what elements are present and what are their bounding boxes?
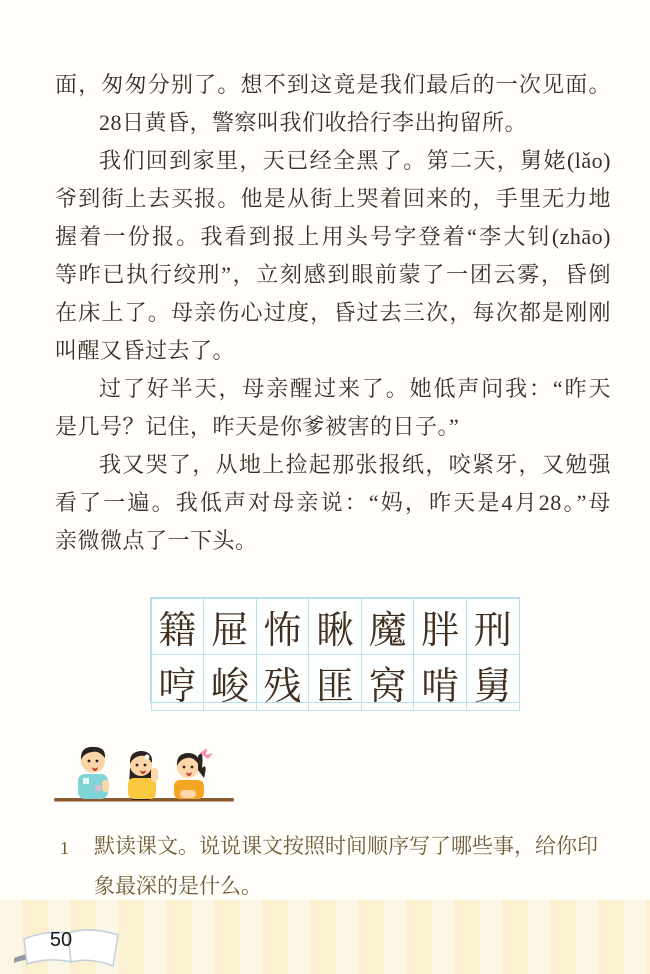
vocab-char-cell: 胖: [413, 598, 467, 655]
text-line: 过了好半天，母亲醒过来了。她低声问我：“昨天: [99, 376, 611, 401]
vocab-grid-row: [151, 598, 519, 654]
text-line: 看了一遍。我低声对母亲说：“妈，昨天是4月28。”母: [55, 490, 611, 515]
vocab-char-cell: 瞅: [308, 598, 362, 655]
vocab-char-cell: 魔: [361, 598, 415, 655]
girl-right-figure: [174, 748, 213, 799]
text-line: 我又哭了，从地上捡起那张报纸，咬紧牙，又勉强: [99, 452, 611, 477]
vocab-char-cell: 窝: [361, 654, 415, 711]
girl-middle-figure: [128, 751, 158, 800]
vocab-char-cell: 匪: [308, 654, 362, 711]
vocab-char-cell: 峻: [203, 654, 257, 711]
vocab-char-cell: 舅: [466, 654, 520, 711]
vocab-char-cell: 屉: [203, 598, 257, 655]
exercise-text-line: 默读课文。说说课文按照时间顺序写了哪些事，给你印: [94, 834, 598, 858]
vocab-char-cell: 刑: [466, 598, 520, 655]
children-illustration: [52, 740, 237, 806]
exercise-text-line: 象最深的是什么。: [94, 874, 262, 898]
vocab-char-cell: 残: [256, 654, 310, 711]
text-line: 我们回到家里，天已经全黑了。第二天，舅姥(lǎo): [99, 148, 611, 173]
boy-figure: [78, 747, 109, 799]
vocab-char-cell: 哼: [151, 654, 205, 711]
text-line: 叫醒又昏过去了。: [55, 338, 236, 363]
text-line: 28日黄昏，警察叫我们收拾行李出拘留所。: [99, 110, 528, 135]
text-line: 等昨已执行绞刑”，立刻感到眼前蒙了一团云雾，昏倒: [55, 262, 611, 287]
children-illustration-icon: [52, 740, 237, 806]
vocab-char-cell: 啃: [413, 654, 467, 711]
vocab-character-grid: [150, 597, 520, 708]
exercise-block: [60, 826, 616, 906]
text-line: 是几号？记住，昨天是你爹被害的日子。”: [55, 414, 460, 439]
footer-band: [0, 900, 650, 974]
text-line: 在床上了。母亲伤心过度，昏过去三次，每次都是刚刚: [55, 300, 611, 325]
text-line: 握着一份报。我看到报上用头号字登着“李大钊(zhāo): [55, 224, 611, 249]
text-line: 亲微微点了一下头。: [55, 528, 258, 553]
vocab-char-cell: 怖: [256, 598, 310, 655]
text-line: 面，匆匆分别了。想不到这竟是我们最后的一次见面。: [55, 72, 611, 97]
exercise-text: [94, 826, 616, 906]
text-line: 爷到街上去买报。他是从街上哭着回来的，手里无力地: [55, 186, 611, 211]
vocab-grid-row: [151, 654, 519, 710]
body-text: [55, 66, 611, 560]
page-number: 50: [49, 929, 73, 951]
exercise-number: 1: [60, 838, 69, 858]
vocab-char-cell: 籍: [151, 598, 205, 655]
